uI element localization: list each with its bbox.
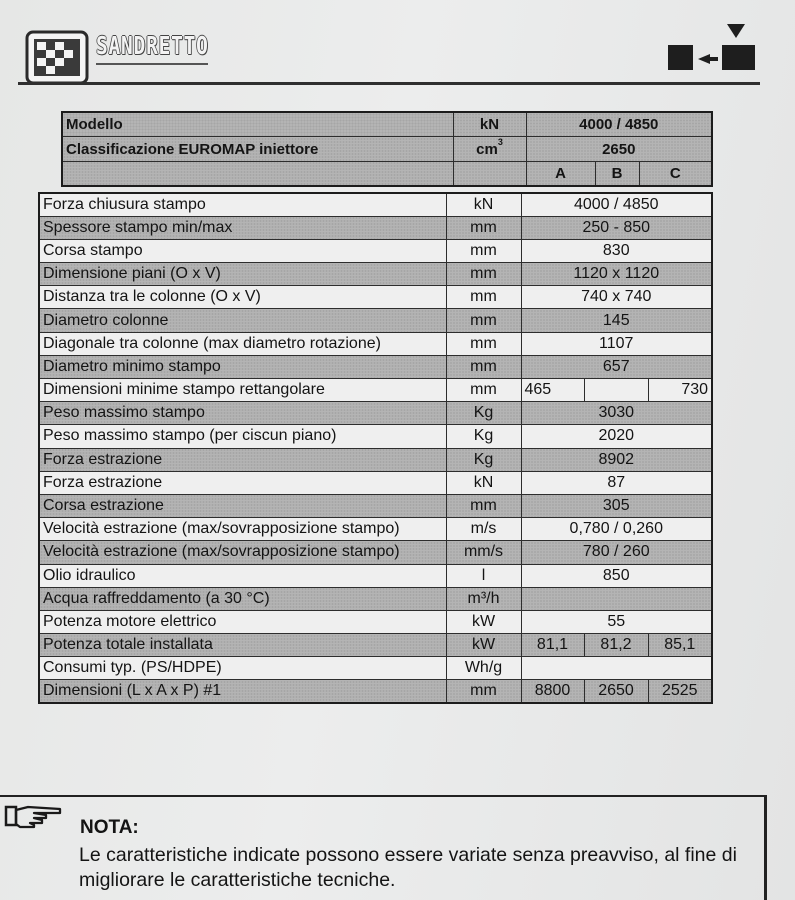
spec-unit: mm (446, 263, 521, 286)
spec-row (39, 239, 712, 262)
spec-unit: Kg (446, 402, 521, 425)
spec-label: Potenza motore elettrico (39, 610, 446, 633)
model-unit: kN (453, 112, 526, 137)
euromap-row (62, 137, 712, 162)
specifications-table (38, 192, 713, 704)
column-header-b: B (595, 161, 639, 186)
spec-value: 2020 (521, 425, 712, 448)
model-row (62, 112, 712, 137)
column-header-c: C (639, 161, 712, 186)
spec-label: Diagonale tra colonne (max diametro rotazione) (39, 332, 446, 355)
spec-value: 145 (521, 309, 712, 332)
euromap-unit-base: cm (476, 140, 498, 158)
spec-label: Corsa estrazione (39, 494, 446, 517)
spec-label: Potenza totale installata (39, 634, 446, 657)
column-header-blank-unit (453, 161, 526, 186)
page-corner-symbol-icon (664, 22, 759, 74)
spec-value-c: 2525 (648, 680, 712, 703)
spec-row (39, 402, 712, 425)
spec-unit: m/s (446, 518, 521, 541)
spec-value-b: 81,2 (584, 634, 648, 657)
euromap-label: Classificazione EUROMAP iniettore (62, 137, 453, 162)
spec-row (39, 425, 712, 448)
spec-value: 55 (521, 610, 712, 633)
spec-value: 0,780 / 0,260 (521, 518, 712, 541)
spec-unit: mm (446, 332, 521, 355)
spec-value: 830 (521, 239, 712, 262)
spec-value: 1107 (521, 332, 712, 355)
spec-label: Forza chiusura stampo (39, 193, 446, 216)
spec-unit: kN (446, 193, 521, 216)
spec-row (39, 216, 712, 239)
spec-value: 250 - 850 (521, 216, 712, 239)
spec-label: Velocità estrazione (max/sovrapposizione stampo) (39, 541, 446, 564)
spec-label: Dimensioni minime stampo rettangolare (39, 379, 446, 402)
spec-value: 305 (521, 494, 712, 517)
spec-row (39, 309, 712, 332)
euromap-value: 2650 (526, 137, 712, 162)
spec-unit: mm/s (446, 541, 521, 564)
spec-value-b (584, 379, 648, 402)
note-title: NOTA: (80, 817, 139, 838)
spec-row (39, 494, 712, 517)
spec-unit: m³/h (446, 587, 521, 610)
spec-value-c: 85,1 (648, 634, 712, 657)
spec-unit: mm (446, 355, 521, 378)
euromap-unit-sup: 3 (497, 136, 503, 147)
spec-row (39, 448, 712, 471)
spec-row (39, 355, 712, 378)
spec-label: Peso massimo stampo (39, 402, 446, 425)
spec-row (39, 518, 712, 541)
sandretto-logo-icon (25, 30, 89, 85)
spec-unit: kN (446, 471, 521, 494)
column-header-a: A (526, 161, 595, 186)
spec-unit: mm (446, 494, 521, 517)
spec-row (39, 610, 712, 633)
spec-unit: mm (446, 216, 521, 239)
spec-label: Consumi typ. (PS/HDPE) (39, 657, 446, 680)
spec-label: Distanza tra le colonne (O x V) (39, 286, 446, 309)
spec-row (39, 680, 712, 703)
column-header-row (62, 161, 712, 186)
spec-row (39, 564, 712, 587)
spec-value: 87 (521, 471, 712, 494)
spec-label: Spessore stampo min/max (39, 216, 446, 239)
spec-value: 8902 (521, 448, 712, 471)
header-rule (18, 82, 760, 85)
spec-value-a: 465 (521, 379, 584, 402)
spec-label: Peso massimo stampo (per ciscun piano) (39, 425, 446, 448)
spec-label: Forza estrazione (39, 448, 446, 471)
spec-value (521, 657, 712, 680)
spec-label: Velocità estrazione (max/sovrapposizione stampo) (39, 518, 446, 541)
spec-value: 3030 (521, 402, 712, 425)
spec-label: Acqua raffreddamento (a 30 °C) (39, 587, 446, 610)
spec-value (521, 587, 712, 610)
model-value: 4000 / 4850 (526, 112, 712, 137)
spec-value: 850 (521, 564, 712, 587)
spec-unit: Wh/g (446, 657, 521, 680)
pointing-hand-icon (4, 803, 62, 829)
spec-unit: mm (446, 379, 521, 402)
spec-row (39, 471, 712, 494)
spec-row (39, 657, 712, 680)
spec-value-a: 81,1 (521, 634, 584, 657)
spec-unit: l (446, 564, 521, 587)
spec-unit: mm (446, 239, 521, 262)
column-header-blank (62, 161, 453, 186)
brand-name: SANDRETTO (96, 31, 209, 60)
spec-unit: mm (446, 286, 521, 309)
spec-label: Corsa stampo (39, 239, 446, 262)
spec-value-b: 2650 (584, 680, 648, 703)
spec-label: Dimensioni (L x A x P) #1 (39, 680, 446, 703)
spec-value: 657 (521, 355, 712, 378)
spec-row (39, 634, 712, 657)
spec-row (39, 332, 712, 355)
spec-row (39, 587, 712, 610)
spec-label: Diametro colonne (39, 309, 446, 332)
spec-row (39, 286, 712, 309)
page-header (0, 0, 795, 95)
spec-label: Olio idraulico (39, 564, 446, 587)
spec-row (39, 263, 712, 286)
spec-value-a: 8800 (521, 680, 584, 703)
spec-unit: Kg (446, 448, 521, 471)
model-label: Modello (62, 112, 453, 137)
model-header-table (61, 111, 713, 187)
euromap-unit (453, 137, 526, 162)
spec-label: Dimensione piani (O x V) (39, 263, 446, 286)
spec-unit: mm (446, 680, 521, 703)
spec-label: Diametro minimo stampo (39, 355, 446, 378)
spec-row (39, 193, 712, 216)
spec-unit: Kg (446, 425, 521, 448)
spec-row (39, 541, 712, 564)
spec-value: 4000 / 4850 (521, 193, 712, 216)
spec-unit: kW (446, 610, 521, 633)
spec-row (39, 379, 712, 402)
brand-underline (96, 63, 208, 65)
spec-label: Forza estrazione (39, 471, 446, 494)
spec-unit: kW (446, 634, 521, 657)
spec-value: 740 x 740 (521, 286, 712, 309)
spec-unit: mm (446, 309, 521, 332)
note-text: Le caratteristiche indicate possono essere variate senza preavviso, al fine di migliorare le caratteristiche tecniche. (79, 844, 737, 891)
spec-value: 780 / 260 (521, 541, 712, 564)
spec-value: 1120 x 1120 (521, 263, 712, 286)
spec-value-c: 730 (648, 379, 712, 402)
